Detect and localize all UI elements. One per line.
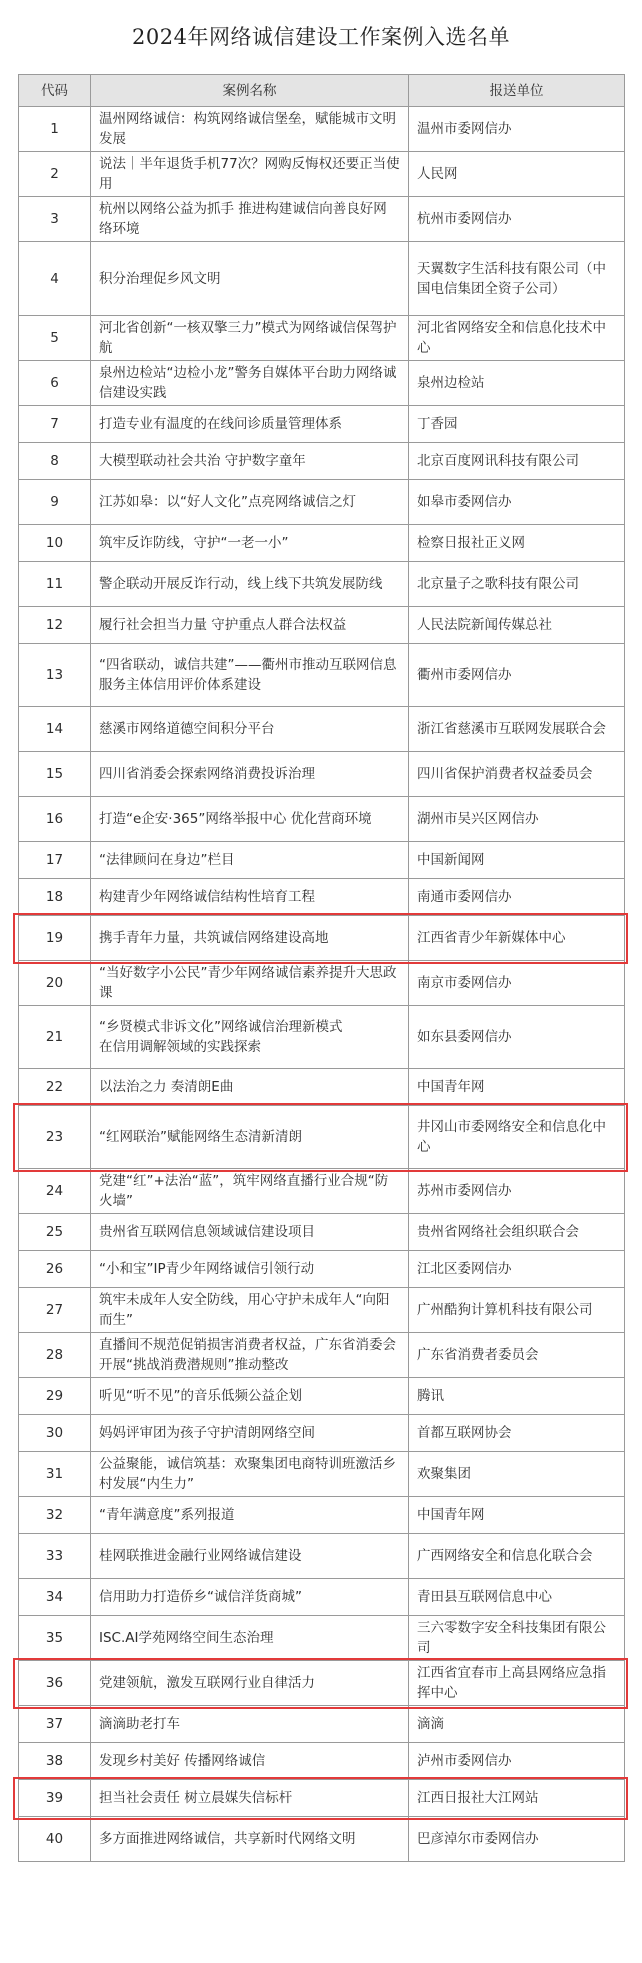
row-unit: 浙江省慈溪市互联网发展联合会 xyxy=(409,707,625,752)
table-row xyxy=(19,1497,625,1534)
row-unit: 如东县委网信办 xyxy=(409,1006,625,1069)
row-unit: 江西省青少年新媒体中心 xyxy=(409,916,625,961)
row-unit: 广西网络安全和信息化联合会 xyxy=(409,1534,625,1579)
table-row xyxy=(19,525,625,562)
row-unit: 中国青年网 xyxy=(409,1497,625,1534)
row-unit: 三六零数字安全科技集团有限公司 xyxy=(409,1616,625,1661)
row-code: 17 xyxy=(19,842,91,879)
row-unit: 湖州市吴兴区网信办 xyxy=(409,797,625,842)
row-code: 4 xyxy=(19,242,91,316)
row-code: 16 xyxy=(19,797,91,842)
table-row xyxy=(19,879,625,916)
row-case-name: 以法治之力 奏清朗E曲 xyxy=(91,1069,409,1106)
table-body xyxy=(19,107,625,1862)
table-row xyxy=(19,1579,625,1616)
table-row xyxy=(19,197,625,242)
row-case-name: “当好数字小公民”青少年网络诚信素养提升大思政课 xyxy=(91,961,409,1006)
row-case-name: “青年满意度”系列报道 xyxy=(91,1497,409,1534)
row-code: 20 xyxy=(19,961,91,1006)
row-unit: 欢聚集团 xyxy=(409,1452,625,1497)
row-case-name: ISC.AI学苑网络空间生态治理 xyxy=(91,1616,409,1661)
table-row xyxy=(19,107,625,152)
row-case-name: 河北省创新“一核双擎三力”模式为网络诚信保驾护航 xyxy=(91,316,409,361)
row-case-name: “小和宝”IP青少年网络诚信引领行动 xyxy=(91,1251,409,1288)
row-code: 7 xyxy=(19,406,91,443)
row-case-name: 筑牢未成年人安全防线，用心守护未成年人“向阳而生” xyxy=(91,1288,409,1333)
row-case-name: 杭州以网络公益为抓手 推进构建诚信向善良好网络环境 xyxy=(91,197,409,242)
row-case-name: 说法｜半年退货手机77次？网购反悔权还要正当使用 xyxy=(91,152,409,197)
row-code: 28 xyxy=(19,1333,91,1378)
row-code: 29 xyxy=(19,1378,91,1415)
row-unit: 青田县互联网信息中心 xyxy=(409,1579,625,1616)
table-row xyxy=(19,1817,625,1862)
row-case-name: 大模型联动社会共治 守护数字童年 xyxy=(91,443,409,480)
row-case-name: 听见“听不见”的音乐低频公益企划 xyxy=(91,1378,409,1415)
row-code: 32 xyxy=(19,1497,91,1534)
table-row xyxy=(19,1251,625,1288)
row-case-name: 桂网联推进金融行业网络诚信建设 xyxy=(91,1534,409,1579)
table-row xyxy=(19,1069,625,1106)
table-row xyxy=(19,797,625,842)
table-row xyxy=(19,1006,625,1069)
row-code: 8 xyxy=(19,443,91,480)
row-unit: 苏州市委网信办 xyxy=(409,1169,625,1214)
row-unit: 江西省宜春市上高县网络应急指挥中心 xyxy=(409,1661,625,1706)
table-row xyxy=(19,406,625,443)
table-row xyxy=(19,752,625,797)
row-code: 21 xyxy=(19,1006,91,1069)
row-code: 36 xyxy=(19,1661,91,1706)
table-row xyxy=(19,1706,625,1743)
table-row xyxy=(19,242,625,316)
table-row xyxy=(19,916,625,961)
row-unit: 泉州边检站 xyxy=(409,361,625,406)
row-unit: 杭州市委网信办 xyxy=(409,197,625,242)
table-row xyxy=(19,707,625,752)
row-unit: 中国青年网 xyxy=(409,1069,625,1106)
table-row xyxy=(19,1288,625,1333)
row-case-name: 公益聚能，诚信筑基：欢聚集团电商特训班激活乡村发展“内生力” xyxy=(91,1452,409,1497)
table-row xyxy=(19,1616,625,1661)
row-case-name: 积分治理促乡风文明 xyxy=(91,242,409,316)
row-unit: 江西日报社大江网站 xyxy=(409,1780,625,1817)
row-unit: 北京量子之歌科技有限公司 xyxy=(409,562,625,607)
row-case-name: 泉州边检站“边检小龙”警务自媒体平台助力网络诚信建设实践 xyxy=(91,361,409,406)
row-code: 15 xyxy=(19,752,91,797)
table-row xyxy=(19,562,625,607)
table-row xyxy=(19,316,625,361)
table-row xyxy=(19,152,625,197)
row-code: 31 xyxy=(19,1452,91,1497)
row-unit: 南京市委网信办 xyxy=(409,961,625,1006)
table-row xyxy=(19,1106,625,1169)
row-case-name: 直播间不规范促销损害消费者权益，广东省消委会开展“挑战消费潜规则”推动整改 xyxy=(91,1333,409,1378)
row-case-name: 四川省消委会探索网络消费投诉治理 xyxy=(91,752,409,797)
row-code: 2 xyxy=(19,152,91,197)
table-row xyxy=(19,1743,625,1780)
row-unit: 泸州市委网信办 xyxy=(409,1743,625,1780)
row-code: 40 xyxy=(19,1817,91,1862)
row-unit: 四川省保护消费者权益委员会 xyxy=(409,752,625,797)
row-unit: 首都互联网协会 xyxy=(409,1415,625,1452)
row-code: 24 xyxy=(19,1169,91,1214)
table-row xyxy=(19,1452,625,1497)
row-code: 35 xyxy=(19,1616,91,1661)
row-code: 34 xyxy=(19,1579,91,1616)
row-unit: 滴滴 xyxy=(409,1706,625,1743)
table-row xyxy=(19,1378,625,1415)
row-case-name: 党建领航，激发互联网行业自律活力 xyxy=(91,1661,409,1706)
row-code: 19 xyxy=(19,916,91,961)
row-unit: 北京百度网讯科技有限公司 xyxy=(409,443,625,480)
row-code: 18 xyxy=(19,879,91,916)
row-unit: 贵州省网络社会组织联合会 xyxy=(409,1214,625,1251)
row-unit: 如皋市委网信办 xyxy=(409,480,625,525)
table-row xyxy=(19,443,625,480)
row-unit: 中国新闻网 xyxy=(409,842,625,879)
row-case-name: 打造专业有温度的在线问诊质量管理体系 xyxy=(91,406,409,443)
table-row xyxy=(19,607,625,644)
row-unit: 广东省消费者委员会 xyxy=(409,1333,625,1378)
row-code: 12 xyxy=(19,607,91,644)
row-code: 26 xyxy=(19,1251,91,1288)
table-row xyxy=(19,644,625,707)
row-unit: 河北省网络安全和信息化技术中心 xyxy=(409,316,625,361)
row-code: 1 xyxy=(19,107,91,152)
row-case-name: 信用助力打造侨乡“诚信洋货商城” xyxy=(91,1579,409,1616)
row-case-name: 江苏如皋：以“好人文化”点亮网络诚信之灯 xyxy=(91,480,409,525)
row-code: 5 xyxy=(19,316,91,361)
row-code: 37 xyxy=(19,1706,91,1743)
row-code: 25 xyxy=(19,1214,91,1251)
table-row xyxy=(19,361,625,406)
row-case-name: 履行社会担当力量 守护重点人群合法权益 xyxy=(91,607,409,644)
row-code: 11 xyxy=(19,562,91,607)
table-row xyxy=(19,480,625,525)
row-code: 23 xyxy=(19,1106,91,1169)
row-code: 13 xyxy=(19,644,91,707)
row-code: 6 xyxy=(19,361,91,406)
row-unit: 人民法院新闻传媒总社 xyxy=(409,607,625,644)
table-row xyxy=(19,1661,625,1706)
row-code: 9 xyxy=(19,480,91,525)
row-case-name: 妈妈评审团为孩子守护清朗网络空间 xyxy=(91,1415,409,1452)
row-unit: 江北区委网信办 xyxy=(409,1251,625,1288)
header-unit: 报送单位 xyxy=(409,75,625,107)
table-row xyxy=(19,1333,625,1378)
row-unit: 丁香园 xyxy=(409,406,625,443)
row-case-name: 贵州省互联网信息领域诚信建设项目 xyxy=(91,1214,409,1251)
table-row xyxy=(19,1780,625,1817)
header-case-name: 案例名称 xyxy=(91,75,409,107)
row-case-name: 担当社会责任 树立晨媒失信标杆 xyxy=(91,1780,409,1817)
row-unit: 温州市委网信办 xyxy=(409,107,625,152)
row-case-name: 滴滴助老打车 xyxy=(91,1706,409,1743)
row-code: 22 xyxy=(19,1069,91,1106)
row-unit: 天翼数字生活科技有限公司（中国电信集团全资子公司） xyxy=(409,242,625,316)
row-case-name: 慈溪市网络道德空间积分平台 xyxy=(91,707,409,752)
row-case-name: 警企联动开展反诈行动，线上线下共筑发展防线 xyxy=(91,562,409,607)
row-case-name: “红网联治”赋能网络生态清新清朗 xyxy=(91,1106,409,1169)
row-case-name: 筑牢反诈防线，守护“一老一小” xyxy=(91,525,409,562)
row-code: 33 xyxy=(19,1534,91,1579)
row-unit: 人民网 xyxy=(409,152,625,197)
row-unit: 腾讯 xyxy=(409,1378,625,1415)
page-title: 2024年网络诚信建设工作案例入选名单 xyxy=(132,25,510,49)
header-code: 代码 xyxy=(19,75,91,107)
row-code: 3 xyxy=(19,197,91,242)
row-case-name: “四省联动，诚信共建”——衢州市推动互联网信息服务主体信用评价体系建设 xyxy=(91,644,409,707)
row-case-name: 党建“红”+法治“蓝”，筑牢网络直播行业合规“防火墙” xyxy=(91,1169,409,1214)
row-code: 14 xyxy=(19,707,91,752)
row-case-name: 携手青年力量，共筑诚信网络建设高地 xyxy=(91,916,409,961)
table-row xyxy=(19,1214,625,1251)
table-row xyxy=(19,842,625,879)
row-case-name: 发现乡村美好 传播网络诚信 xyxy=(91,1743,409,1780)
row-code: 10 xyxy=(19,525,91,562)
row-unit: 井冈山市委网络安全和信息化中心 xyxy=(409,1106,625,1169)
row-case-name: 打造“e企安·365”网络举报中心 优化营商环境 xyxy=(91,797,409,842)
row-case-name: “乡贤模式非诉文化”网络诚信治理新模式 在信用调解领域的实践探索 xyxy=(91,1006,409,1069)
row-code: 30 xyxy=(19,1415,91,1452)
row-code: 39 xyxy=(19,1780,91,1817)
table-row xyxy=(19,961,625,1006)
row-unit: 衢州市委网信办 xyxy=(409,644,625,707)
row-code: 38 xyxy=(19,1743,91,1780)
row-unit: 广州酷狗计算机科技有限公司 xyxy=(409,1288,625,1333)
table-header-row xyxy=(19,75,625,107)
table-row xyxy=(19,1415,625,1452)
row-code: 27 xyxy=(19,1288,91,1333)
row-case-name: “法律顾问在身边”栏目 xyxy=(91,842,409,879)
case-list-table xyxy=(18,74,625,1862)
row-case-name: 温州网络诚信：构筑网络诚信堡垒，赋能城市文明发展 xyxy=(91,107,409,152)
row-case-name: 多方面推进网络诚信，共享新时代网络文明 xyxy=(91,1817,409,1862)
row-unit: 检察日报社正义网 xyxy=(409,525,625,562)
row-case-name: 构建青少年网络诚信结构性培育工程 xyxy=(91,879,409,916)
table-row xyxy=(19,1534,625,1579)
table-row xyxy=(19,1169,625,1214)
row-unit: 巴彦淖尔市委网信办 xyxy=(409,1817,625,1862)
row-unit: 南通市委网信办 xyxy=(409,879,625,916)
